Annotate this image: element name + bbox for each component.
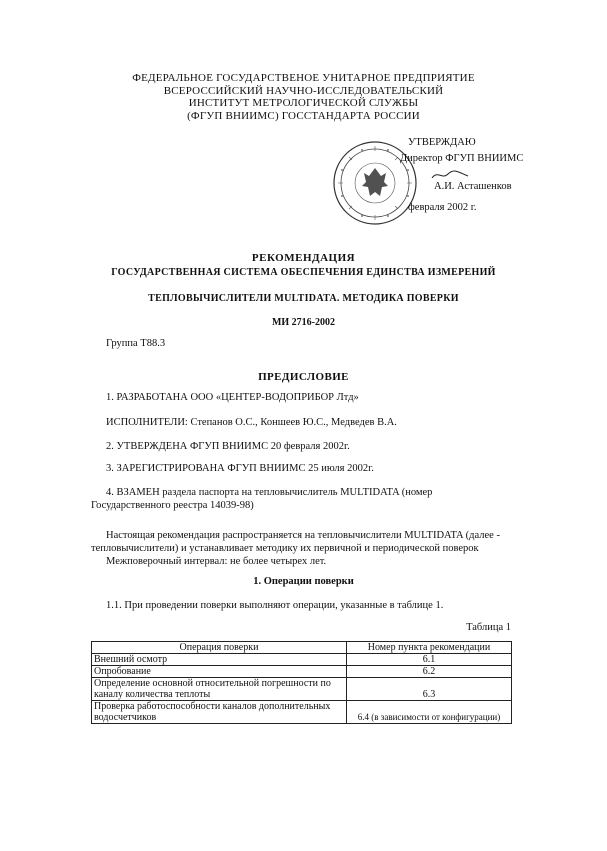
operation-cell: Проверка работоспособности каналов дополнительных водосчетчиков bbox=[92, 701, 347, 724]
item-number-cell: 6.1 bbox=[347, 654, 512, 666]
preface-approved: 2. УТВЕРЖДЕНА ФГУП ВНИИМС 20 февраля 2002г. bbox=[106, 441, 350, 452]
preface-registered: 3. ЗАРЕГИСТРИРОВАНА ФГУП ВНИИМС 25 июля 2002г. bbox=[106, 463, 374, 474]
operation-cell: Определение основной относительной погрешности по каналу количества теплоты bbox=[92, 678, 347, 701]
org-line: (ФГУП ВНИИМС) ГОССТАНДАРТА РОССИИ bbox=[187, 109, 420, 122]
operation-cell: Внешний осмотр bbox=[92, 654, 347, 666]
operation-cell: Опробование bbox=[92, 666, 347, 678]
table-caption: Таблица 1 bbox=[466, 622, 511, 633]
preface-developed: 1. РАЗРАБОТАНА ООО «ЦЕНТЕР-ВОДОПРИБОР Лтд» bbox=[106, 392, 359, 403]
organization-header bbox=[0, 72, 607, 122]
table-row bbox=[92, 678, 512, 701]
table-row bbox=[92, 654, 512, 666]
org-line: ИНСТИТУТ МЕТРОЛОГИЧЕСКОЙ СЛУЖБЫ bbox=[188, 97, 419, 109]
table-row bbox=[92, 701, 512, 724]
org-line: ФЕДЕРАЛЬНОЕ ГОСУДАРСТВЕНОЕ УНИТАРНОЕ ПРЕДПРИЯТИЕ bbox=[132, 72, 475, 84]
preface-executors: ИСПОЛНИТЕЛИ: Степанов О.С., Коншеев Ю.С., Медведев В.А. bbox=[106, 417, 397, 428]
column-header: Операция поверки bbox=[92, 642, 347, 654]
preface-heading: ПРЕДИСЛОВИЕ bbox=[258, 371, 349, 383]
document-group: Группа Т88.3 bbox=[106, 338, 166, 349]
approval-title: УТВЕРЖДАЮ bbox=[408, 137, 476, 148]
table-row bbox=[92, 666, 512, 678]
item-number-cell: 6.3 bbox=[347, 678, 512, 701]
table-header-row bbox=[92, 642, 512, 654]
approval-position: Директор ФГУП ВНИИМС bbox=[400, 153, 524, 164]
intro-interval: Межповерочный интервал: не более четырех лет. bbox=[106, 556, 327, 567]
operations-table bbox=[91, 641, 512, 724]
intro-text: Настоящая рекомендация распространяется на тепловычислители MULTIDATA (далее - тепловычислители) и устанавливает методику их первичной и периодической поверок bbox=[91, 530, 500, 554]
document-code: МИ 2716-2002 bbox=[271, 317, 336, 328]
document-subtitle: ТЕПЛОВЫЧИСЛИТЕЛИ MULTIDATA. МЕТОДИКА ПОВЕРКИ bbox=[148, 293, 459, 304]
item-number-cell: 6.4 (в зависимости от конфигурации) bbox=[347, 701, 512, 724]
document-title: ГОСУДАРСТВЕННАЯ СИСТЕМА ОБЕСПЕЧЕНИЯ ЕДИНСТВА ИЗМЕРЕНИЙ bbox=[111, 267, 496, 278]
approval-date: февраля 2002 г. bbox=[408, 202, 477, 213]
section-heading: 1. Операции поверки bbox=[253, 576, 354, 587]
section-text: 1.1. При проведении поверки выполняют операции, указанные в таблице 1. bbox=[106, 600, 444, 611]
item-number-cell: 6.2 bbox=[347, 666, 512, 678]
org-line: ВСЕРОССИЙСКИЙ НАУЧНО-ИССЛЕДОВАТЕЛЬСКИЙ bbox=[163, 84, 444, 97]
approval-name: А.И. Асташенков bbox=[434, 181, 512, 192]
document-type: РЕКОМЕНДАЦИЯ bbox=[251, 252, 356, 264]
preface-replaces: 4. ВЗАМЕН раздела паспорта на тепловычислитель MULTIDATA (номер Государственного реестра 14039-98) bbox=[91, 487, 433, 511]
column-header: Номер пункта рекомендации bbox=[347, 642, 512, 654]
